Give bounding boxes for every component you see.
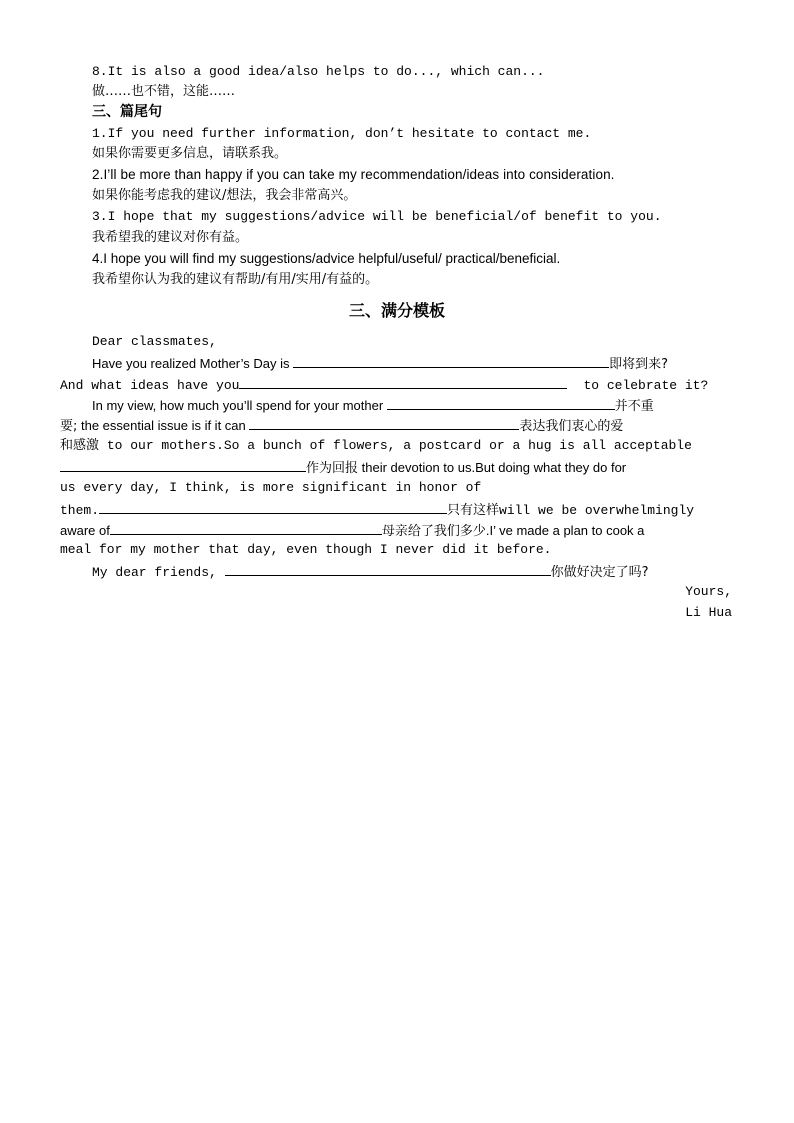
para2-line3: 和感激 to our mothers.So a bunch of flowers, a postcard or a hug is all acceptable (60, 438, 692, 453)
para1-line1: Have you realized Mother’s Day is 即将到来? (92, 356, 669, 372)
para2-line2: 要; the essential issue is if it can 表达我们衷心的爱 (60, 418, 624, 434)
section-heading-closing-sentences: 三、篇尾句 (92, 104, 162, 120)
salutation: Dear classmates, (92, 334, 217, 349)
template-heading: 三、满分模板 (348, 301, 445, 320)
blank-2[interactable] (239, 375, 567, 389)
signature: Li Hua (685, 605, 732, 620)
item-8-chinese: 做……也不错，这能…… (92, 84, 236, 99)
para1-line2: And what ideas have you to celebrate it? (60, 375, 708, 395)
closing-item-4-chinese: 我希望你认为我的建议有帮助/有用/实用/有益的。 (92, 272, 379, 287)
closing-item-2-chinese: 如果你能考虑我的建议/想法，我会非常高兴。 (92, 188, 357, 203)
para2-line4: 作为回报 their devotion to us.But doing what they do for (60, 458, 626, 478)
blank-6[interactable] (99, 500, 447, 514)
para3-line1: My dear friends, 你做好决定了吗? (92, 562, 649, 582)
closing-item-4-english: 4.I hope you will find my suggestions/advice helpful/useful/ practical/beneficial. (92, 251, 561, 266)
blank-1[interactable] (293, 354, 609, 368)
blank-7[interactable] (110, 521, 382, 535)
blank-4[interactable] (249, 416, 519, 430)
closing: Yours, (685, 584, 732, 599)
para2-line1: In my view, how much you’ll spend for your mother 并不重 (92, 398, 654, 414)
para2-line6: them. 只有这样will we be overwhelmingly (60, 500, 694, 520)
closing-item-1-chinese: 如果你需要更多信息，请联系我。 (92, 146, 288, 161)
para2-line5: us every day, I think, is more significant in honor of (60, 480, 482, 495)
para2-line7: aware of 母亲给了我们多少.I’ ve made a plan to cook a (60, 523, 645, 539)
closing-item-3-chinese: 我希望我的建议对你有益。 (92, 230, 249, 245)
blank-3[interactable] (387, 396, 615, 410)
closing-item-3-english: 3.I hope that my suggestions/advice will be beneficial/of benefit to you. (92, 209, 662, 224)
closing-item-1-english: 1.If you need further information, don’t hesitate to contact me. (92, 126, 592, 141)
para2-line8: meal for my mother that day, even though I never did it before. (60, 542, 552, 557)
blank-8[interactable] (225, 562, 551, 576)
blank-5[interactable] (60, 458, 306, 472)
closing-item-2-english: 2.I’ll be more than happy if you can take my recommendation/ideas into consideration. (92, 167, 615, 182)
item-8-english: 8.It is also a good idea/also helps to do..., which can... (92, 64, 545, 79)
